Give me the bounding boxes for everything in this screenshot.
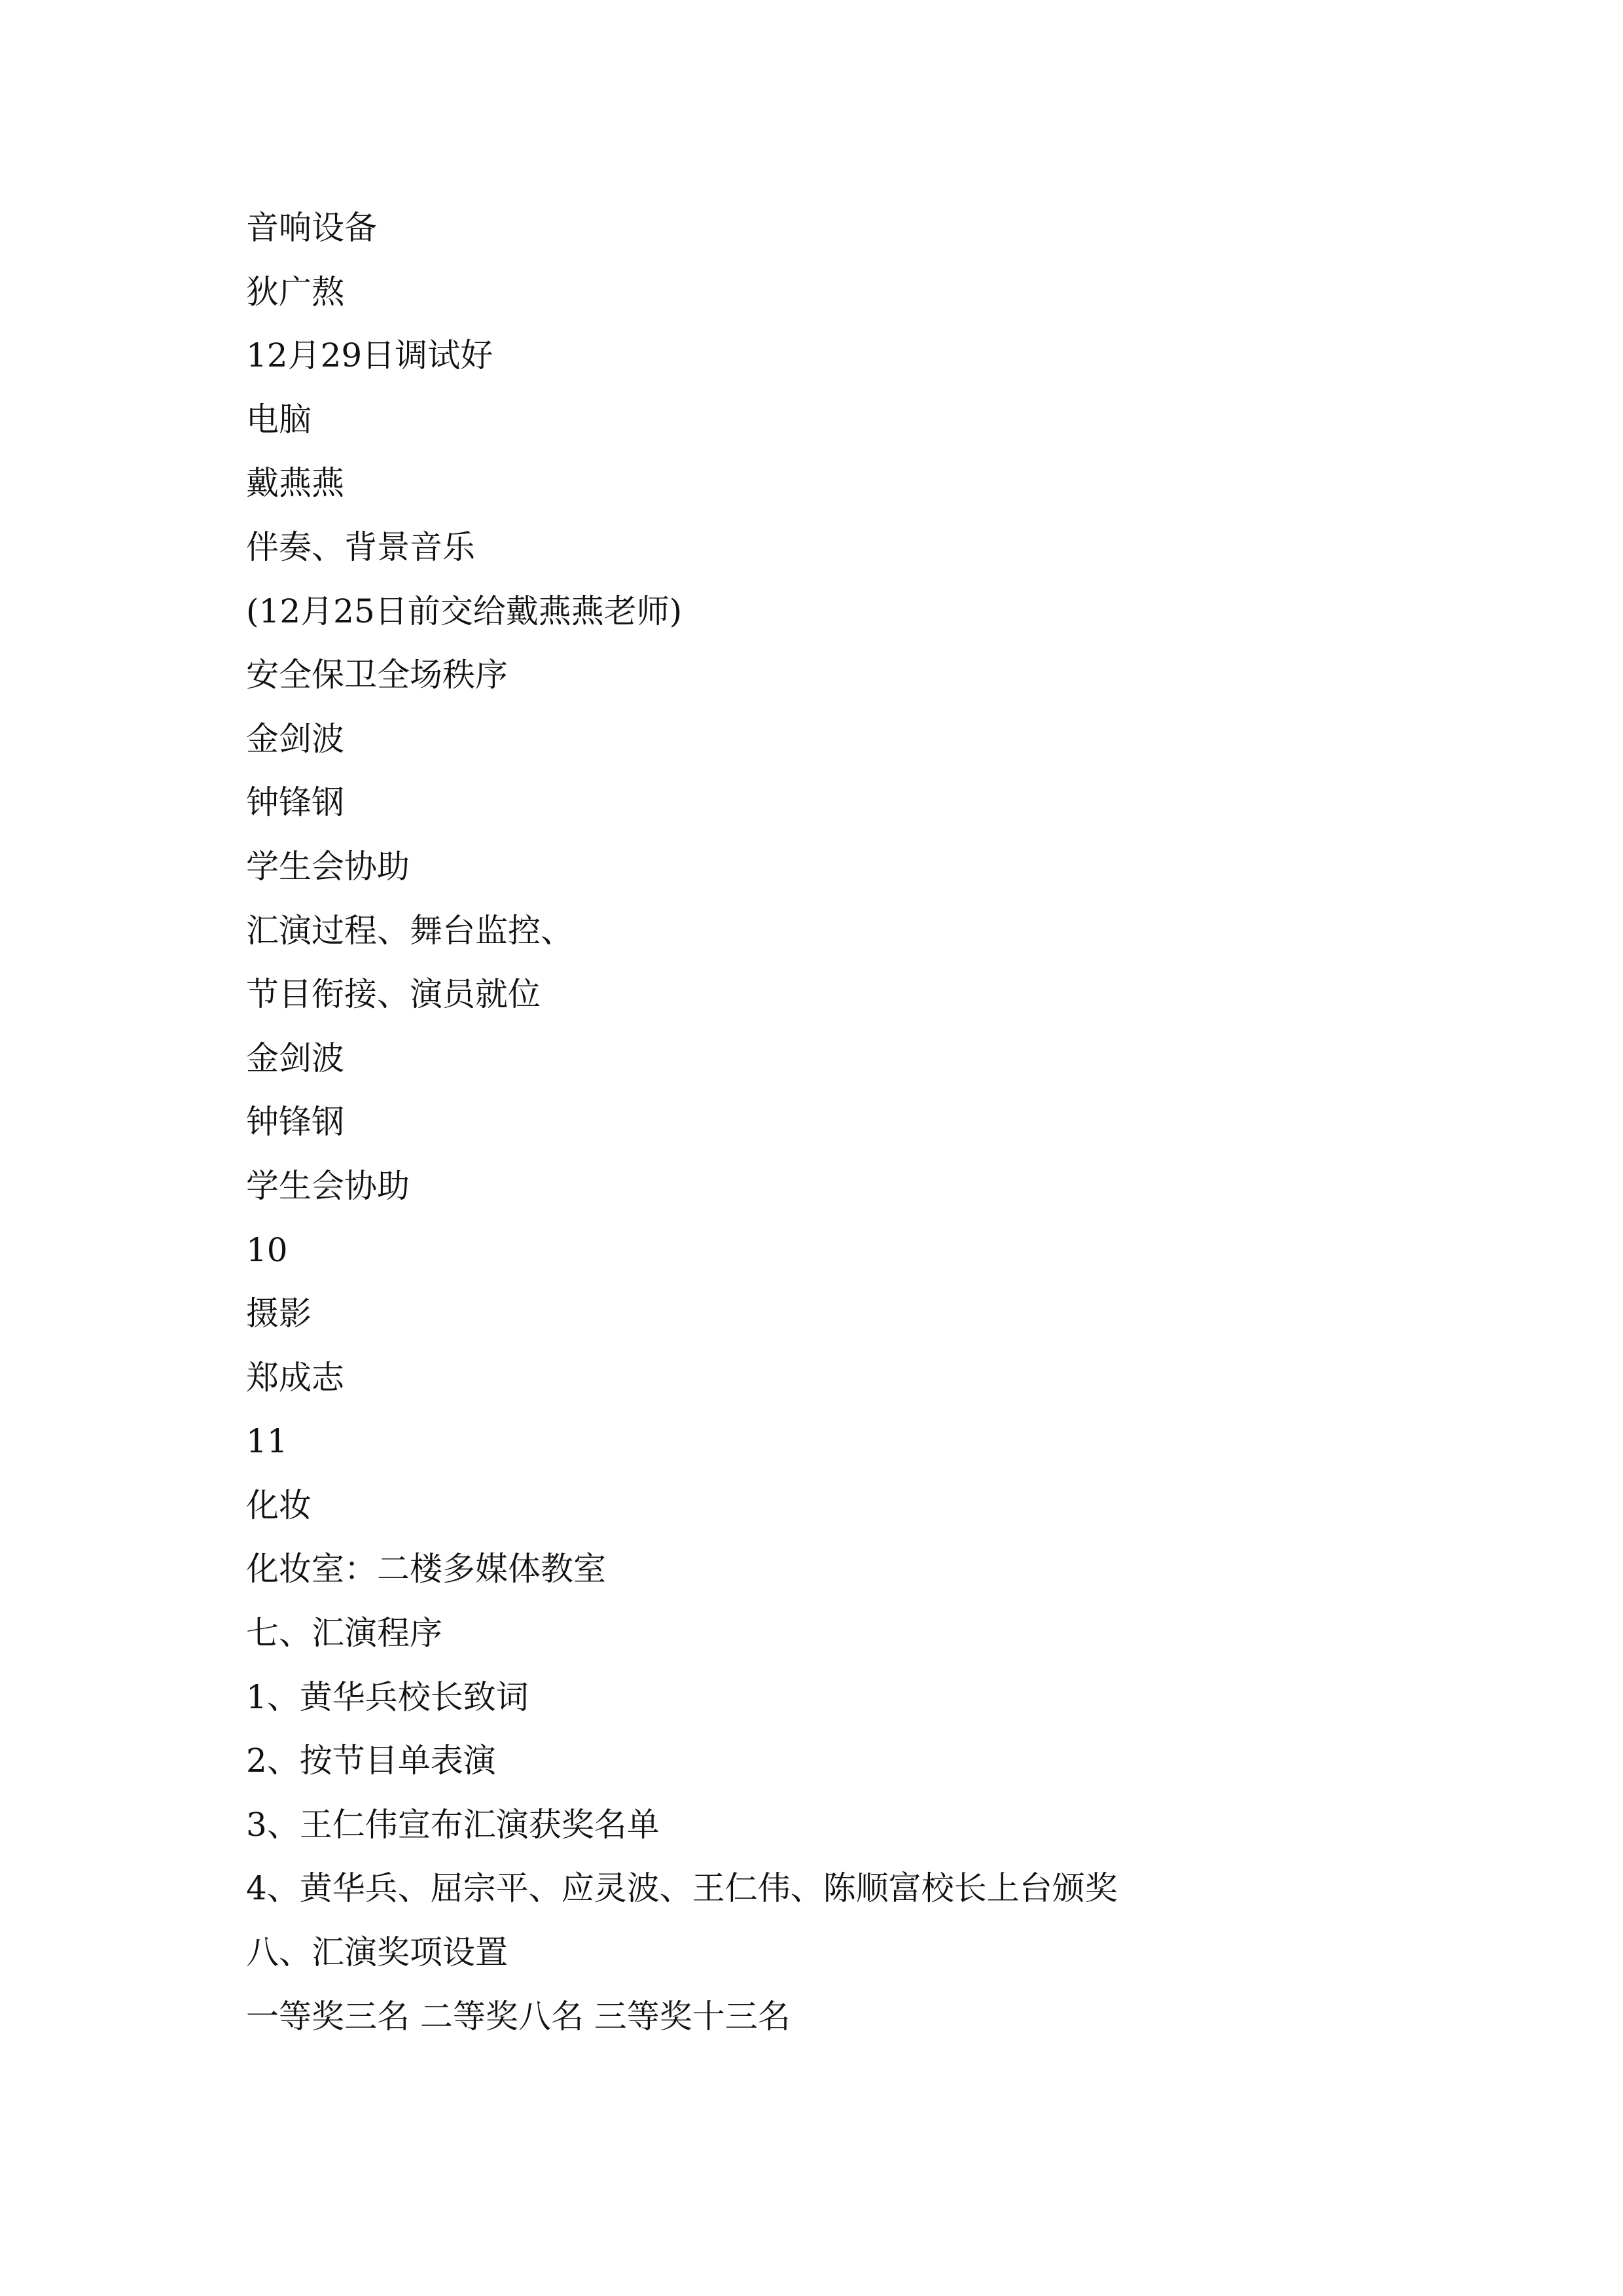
list-item: 3、王仁伟宣布汇演获奖名单 — [246, 1805, 660, 1844]
text-line: 12月29日调试好 — [246, 336, 493, 375]
text-line: 汇演过程、舞台监控、 — [246, 911, 573, 950]
text-line: 11 — [246, 1422, 288, 1461]
text-line: 电脑 — [246, 400, 312, 439]
text-line: 一等奖三名 二等奖八名 三等奖十三名 — [246, 1997, 791, 2036]
text-line: 郑成志 — [246, 1358, 344, 1397]
text-line: 金剑波 — [246, 1039, 344, 1077]
text-line: 音响设备 — [246, 209, 377, 247]
text-line: 节目衔接、演员就位 — [246, 975, 541, 1014]
list-item: 1、黄华兵校长致词 — [246, 1677, 529, 1716]
text-line: 戴燕燕 — [246, 464, 344, 503]
document-body — [246, 196, 1489, 2049]
text-line: 摄影 — [246, 1295, 312, 1333]
text-line: 化妆 — [246, 1486, 312, 1524]
list-item: 2、按节目单表演 — [246, 1742, 496, 1780]
text-line: (12月25日前交给戴燕燕老师) — [246, 592, 683, 630]
section-heading: 七、汇演程序 — [246, 1614, 442, 1653]
text-line: 钟锋钢 — [246, 1103, 344, 1141]
text-line: 钟锋钢 — [246, 783, 344, 822]
text-line: 金剑波 — [246, 719, 344, 758]
text-line: 伴奏、背景音乐 — [246, 528, 475, 566]
text-line: 学生会协助 — [246, 847, 410, 886]
section-heading: 八、汇演奖项设置 — [246, 1933, 508, 1972]
text-line: 安全保卫全场秩序 — [246, 656, 508, 694]
text-line: 狄广熬 — [246, 272, 344, 311]
text-line: 化妆室：二楼多媒体教室 — [246, 1550, 606, 1588]
text-line: 10 — [246, 1230, 288, 1269]
text-line: 学生会协助 — [246, 1166, 410, 1205]
list-item: 4、黄华兵、屈宗平、应灵波、王仁伟、陈顺富校长上台颁奖 — [246, 1869, 1118, 1908]
